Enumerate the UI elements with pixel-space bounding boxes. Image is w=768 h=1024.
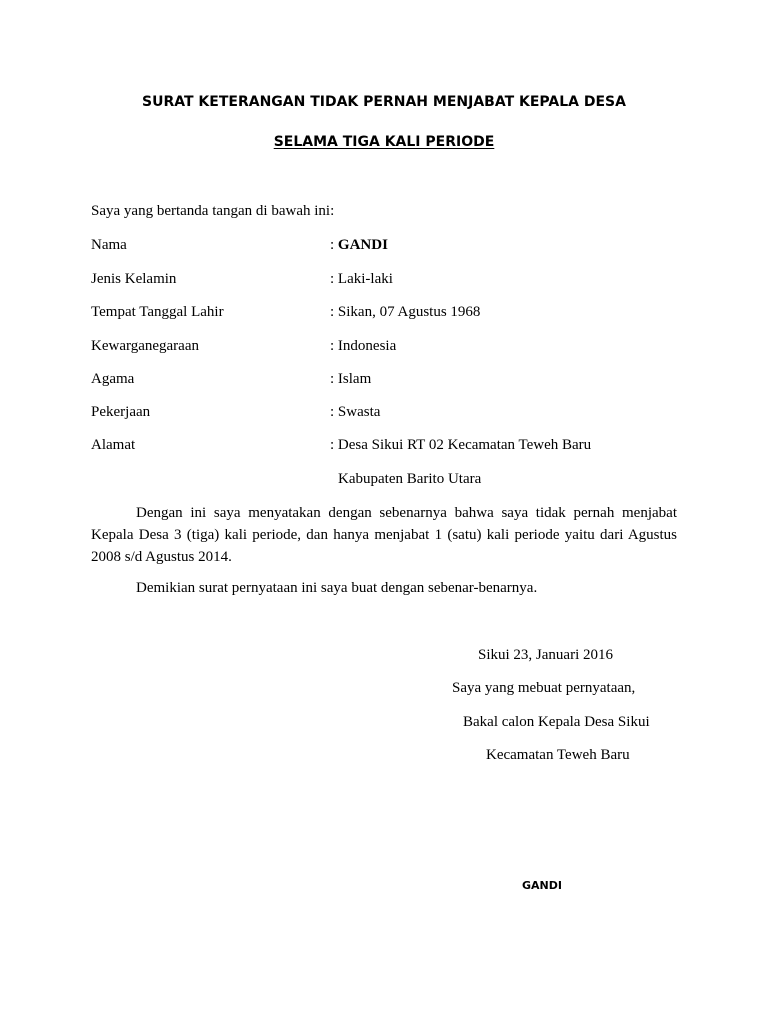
field-value-tempat-tanggal-lahir: : Sikan, 07 Agustus 1968 [330, 304, 481, 320]
intro-text: Saya yang bertanda tangan di bawah ini: [91, 203, 335, 219]
field-value-nama [330, 235, 388, 256]
field-label-pekerjaan: Pekerjaan [91, 404, 151, 420]
field-value-alamat: : Desa Sikui RT 02 Kecamatan Teweh Baru [330, 437, 592, 453]
field-value-name-bold: GANDI [337, 237, 388, 253]
field-label-jenis-kelamin: Jenis Kelamin [91, 271, 177, 287]
field-value-jenis-kelamin: : Laki-laki [330, 271, 393, 287]
field-label-nama: Nama [91, 237, 127, 253]
field-value-agama: : Islam [330, 371, 372, 387]
field-label-agama: Agama [91, 371, 135, 387]
field-value-prefix: : [330, 237, 338, 253]
field-label-tempat-tanggal-lahir: Tempat Tanggal Lahir [91, 304, 224, 320]
closing-paragraph: Demikian surat pernyataan ini saya buat dengan sebenar-benarnya. [136, 580, 538, 596]
document-title: SURAT KETERANGAN TIDAK PERNAH MENJABAT KEPALA DESA [142, 94, 626, 110]
field-value-alamat-continued: Kabupaten Barito Utara [338, 471, 482, 487]
document-subtitle [0, 134, 768, 150]
signature-place-date: Sikui 23, Januari 2016 [478, 647, 613, 663]
field-value-pekerjaan: : Swasta [330, 404, 381, 420]
signature-line-2: Bakal calon Kepala Desa Sikui [463, 714, 650, 730]
field-label-alamat: Alamat [91, 437, 136, 453]
statement-paragraph: Dengan ini saya menyatakan dengan sebenarnya bahwa saya tidak pernah menjabat Kepala Desa 3 (tiga) kali periode, dan hanya menjabat 1 (satu) kali periode yaitu dari Agustus 2008 s/d Agustus 2014. [91, 505, 677, 565]
field-label-kewarganegaraan: Kewarganegaraan [91, 338, 199, 354]
document-subtitle-text: SELAMA TIGA KALI PERIODE [273, 134, 495, 150]
signature-line-1: Saya yang mebuat pernyataan, [452, 680, 636, 696]
field-value-kewarganegaraan: : Indonesia [330, 338, 397, 354]
signatory-name: GANDI [522, 879, 562, 892]
signature-line-3: Kecamatan Teweh Baru [486, 747, 630, 763]
